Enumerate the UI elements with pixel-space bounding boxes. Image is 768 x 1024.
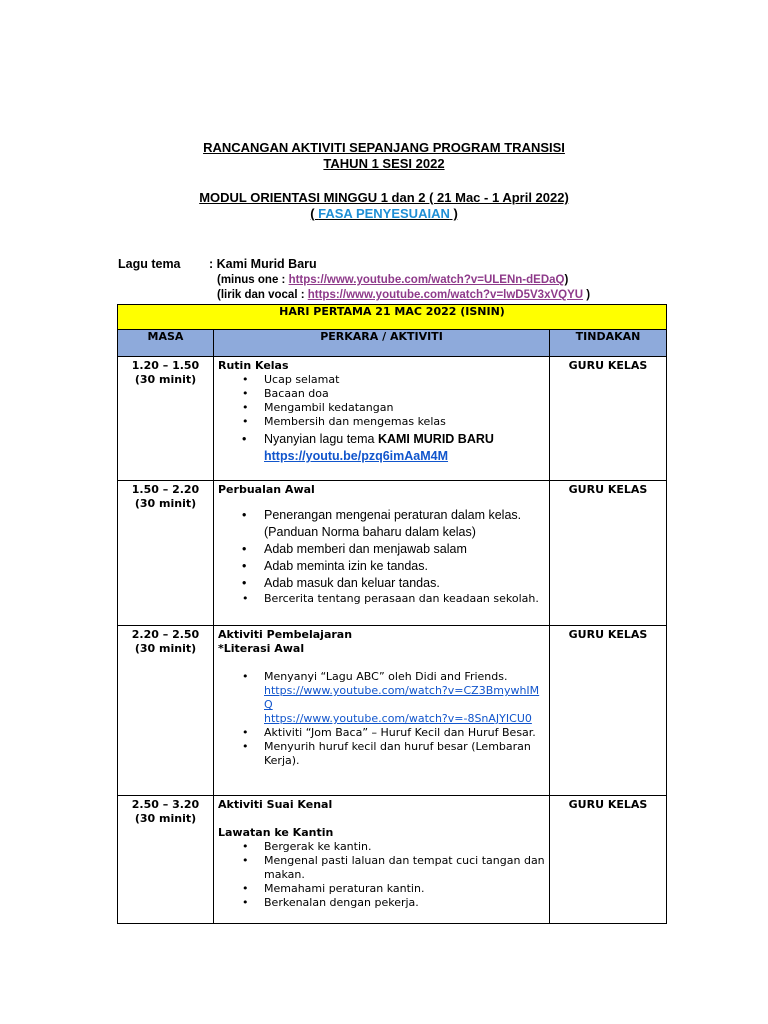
phase-name: FASA PENYESUAIAN [318, 206, 450, 221]
list-item: • Adab meminta izin ke tandas. [264, 558, 545, 575]
column-header-row [118, 330, 667, 357]
activity-subtitle: Lawatan ke Kantin [218, 826, 334, 839]
time-cell: 1.20 – 1.50 (30 minit) [118, 357, 214, 481]
list-item: • Memahami peraturan kantin. [264, 882, 545, 896]
phase-label: ( FASA PENYESUAIAN ) [310, 206, 458, 221]
list-item: • Bacaan doa [264, 387, 545, 401]
minus-one-line: (minus one : https://www.youtube.com/watch?v=ULENn-dEDaQ) [217, 274, 569, 286]
table-row [118, 357, 667, 481]
time-cell: 2.50 – 3.20 (30 minit) [118, 796, 214, 924]
list-item: • Mengenal pasti laluan dan tempat cuci tangan dan makan. [264, 854, 545, 882]
list-item: • Aktiviti “Jom Baca” – Huruf Kecil dan Huruf Besar. [264, 726, 545, 740]
module-title: MODUL ORIENTASI MINGGU 1 dan 2 ( 21 Mac - 1 April 2022) [199, 190, 569, 205]
lyrics-vocal-line: (lirik dan vocal : https://www.youtube.com/watch?v=lwD5V3xVQYU ) [217, 289, 591, 301]
day-title: HARI PERTAMA 21 MAC 2022 (ISNIN) [118, 305, 667, 330]
activity-cell [214, 626, 550, 796]
time-cell: 2.20 – 2.50 (30 minit) [118, 626, 214, 796]
activity-title: Aktiviti Pembelajaran [218, 628, 353, 641]
song-link[interactable]: https://youtu.be/pzq6imAaM4M [264, 449, 449, 463]
table-row [118, 481, 667, 626]
list-item: • Menyanyi “Lagu ABC” oleh Didi and Friends. https://www.youtube.com/watch?v=CZ3BmywhIMQ https://www.youtube.com/watch?v=-8SnAJYICU0 [264, 670, 545, 726]
lyrics-vocal-link[interactable]: https://www.youtube.com/watch?v=lwD5V3xVQYU [307, 289, 584, 301]
list-item: • Nyanyian lagu tema KAMI MURID BARU https://youtu.be/pzq6imAaM4M [264, 431, 545, 465]
schedule-table [117, 304, 667, 924]
activity-title: Perbualan Awal [218, 483, 315, 496]
action-cell: GURU KELAS [550, 357, 667, 481]
activity-cell [214, 481, 550, 626]
action-cell: GURU KELAS [550, 796, 667, 924]
activity-list [218, 373, 545, 465]
activity-title: Aktiviti Suai Kenal [218, 798, 333, 811]
list-item: • Bergerak ke kantin. [264, 840, 545, 854]
activity-list [218, 507, 545, 606]
activity-cell [214, 357, 550, 481]
list-item: • Mengambil kedatangan [264, 401, 545, 415]
table-row [118, 796, 667, 924]
day-header-row [118, 305, 667, 330]
table-row [118, 626, 667, 796]
list-item: • Penerangan mengenai peraturan dalam kelas. (Panduan Norma baharu dalam kelas) [264, 507, 545, 541]
activity-list [218, 840, 545, 910]
list-item: • Adab memberi dan menjawab salam [264, 541, 545, 558]
col-perkara: PERKARA / AKTIVITI [214, 330, 550, 357]
activity-title: Rutin Kelas [218, 359, 289, 372]
minus-one-link[interactable]: https://www.youtube.com/watch?v=ULENn-dEDaQ [288, 274, 565, 286]
action-cell: GURU KELAS [550, 626, 667, 796]
abc-link-2[interactable]: https://www.youtube.com/watch?v=-8SnAJYICU0 [264, 712, 532, 725]
time-cell: 1.50 – 2.20 (30 minit) [118, 481, 214, 626]
list-item: • Berkenalan dengan pekerja. [264, 896, 545, 910]
col-tindakan: TINDAKAN [550, 330, 667, 357]
list-item: • Membersih dan mengemas kelas [264, 415, 545, 429]
list-item: • Menyurih huruf kecil dan huruf besar (Lembaran Kerja). [264, 740, 545, 768]
activity-cell [214, 796, 550, 924]
list-item: • Adab masuk dan keluar tandas. [264, 575, 545, 592]
document-subtitle: TAHUN 1 SESI 2022 [323, 156, 445, 171]
col-masa: MASA [118, 330, 214, 357]
activity-subtitle: *Literasi Awal [218, 642, 305, 655]
list-item: • Bercerita tentang perasaan dan keadaan sekolah. [264, 592, 545, 606]
document-title: RANCANGAN AKTIVITI SEPANJANG PROGRAM TRANSISI [203, 140, 565, 155]
list-item: • Ucap selamat [264, 373, 545, 387]
theme-song-value: : Kami Murid Baru [209, 257, 317, 271]
action-cell: GURU KELAS [550, 481, 667, 626]
theme-song-label: Lagu tema [118, 257, 181, 271]
abc-link-1[interactable]: https://www.youtube.com/watch?v=CZ3BmywhIMQ [264, 684, 540, 711]
activity-list [218, 670, 545, 768]
